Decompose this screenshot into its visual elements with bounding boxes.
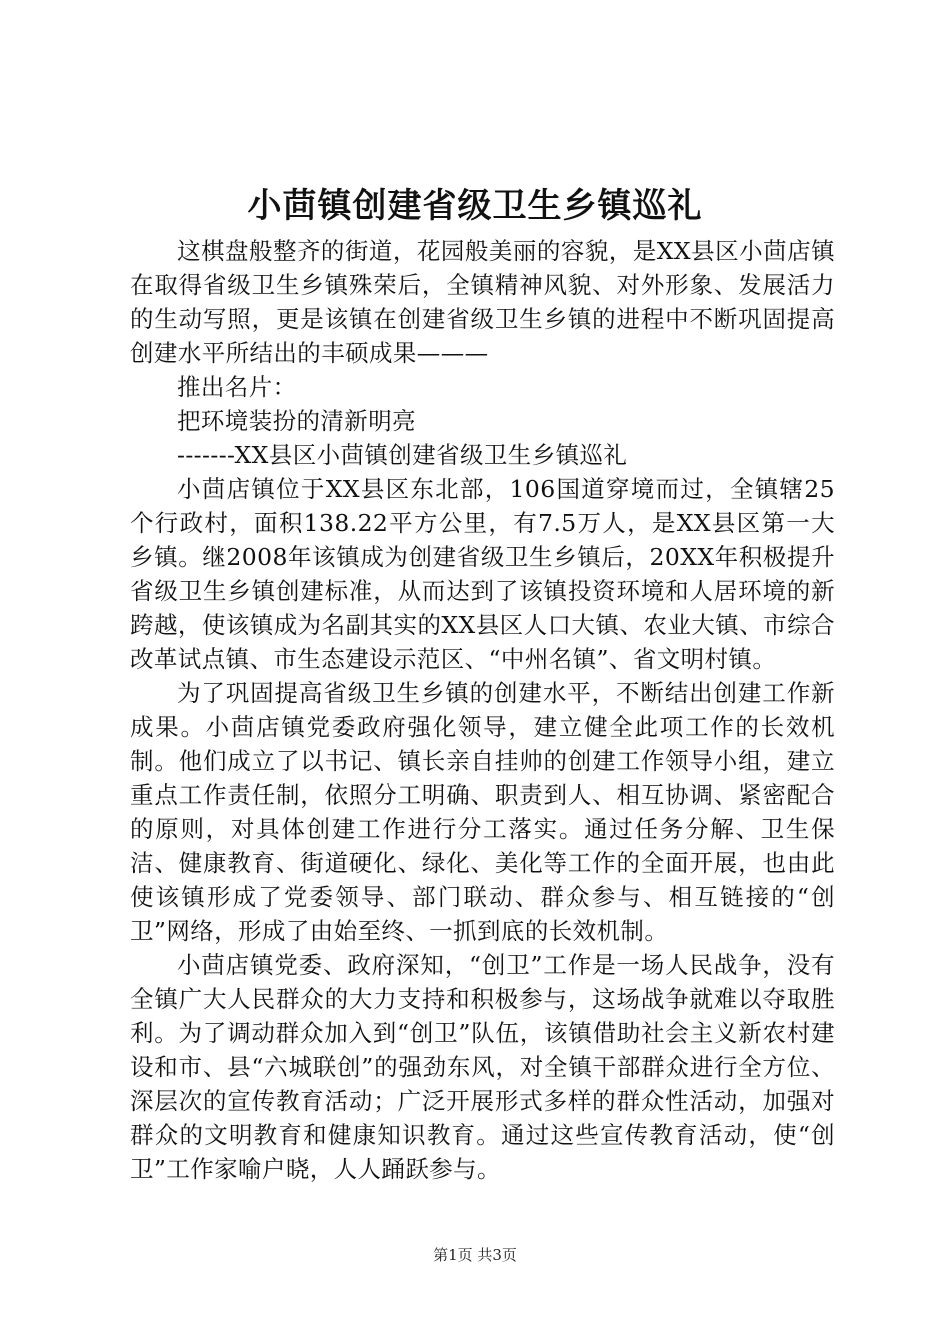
paragraph-mobilization: 小茴店镇党委、政府深知，“创卫”工作是一场人民战争，没有全镇广大人民群众的大力支持和积极参与，这场战争就难以夺取胜利。为了调动群众加入到“创卫”队伍，该镇借助社会主义新农村建设和市、县“六城联创”的强劲东风，对全镇干部群众进行全方位、深层次的宣传教育活动；广泛开展形式多样的群众性活动，加强对群众的文明教育和健康知识教育。通过这些宣传教育活动，使“创卫”工作家喻户晓，人人踊跃参与。: [130, 951, 835, 1183]
paragraph-card-subtitle: -------XX县区小茴镇创建省级卫生乡镇巡礼: [177, 441, 628, 469]
paragraph-card-label: 推出名片：: [177, 373, 297, 401]
page-number-footer: 第1页 共3页: [433, 1246, 517, 1264]
document-body: [130, 234, 835, 1186]
paragraph-leadership: 为了巩固提高省级卫生乡镇的创建水平，不断结出创建工作新成果。小茴店镇党委政府强化领导，建立健全此项工作的长效机制。他们成立了以书记、镇长亲自挂帅的创建工作领导小组，建立重点工作责任制，依照分工明确、职责到人、相互协调、紧密配合的原则，对具体创建工作进行分工落实。通过任务分解、卫生保洁、健康教育、街道硬化、绿化、美化等工作的全面开展，也由此使该镇形成了党委领导、部门联动、群众参与、相互链接的“创卫”网络，形成了由始至终、一抓到底的长效机制。: [130, 679, 835, 945]
paragraph-overview: 小茴店镇位于XX县区东北部，106国道穿境而过，全镇辖25个行政村，面积138.22平方公里，有7.5万人，是XX县区第一大乡镇。继2008年该镇成为创建省级卫生乡镇后，20XX年积极提升省级卫生乡镇创建标准，从而达到了该镇投资环境和人居环境的新跨越，使该镇成为名副其实的XX县区人口大镇、农业大镇、市综合改革试点镇、市生态建设示范区、“中州名镇”、省文明村镇。: [130, 475, 835, 673]
paragraph-intro: 这棋盘般整齐的街道，花园般美丽的容貌，是XX县区小茴店镇在取得省级卫生乡镇殊荣后，全镇精神风貌、对外形象、发展活力的生动写照，更是该镇在创建省级卫生乡镇的进程中不断巩固提高创建水平所结出的丰硕成果———: [130, 237, 835, 367]
paragraph-card-slogan: 把环境装扮的清新明亮: [177, 407, 416, 435]
document-title: 小茴镇创建省级卫生乡镇巡礼: [247, 186, 703, 226]
